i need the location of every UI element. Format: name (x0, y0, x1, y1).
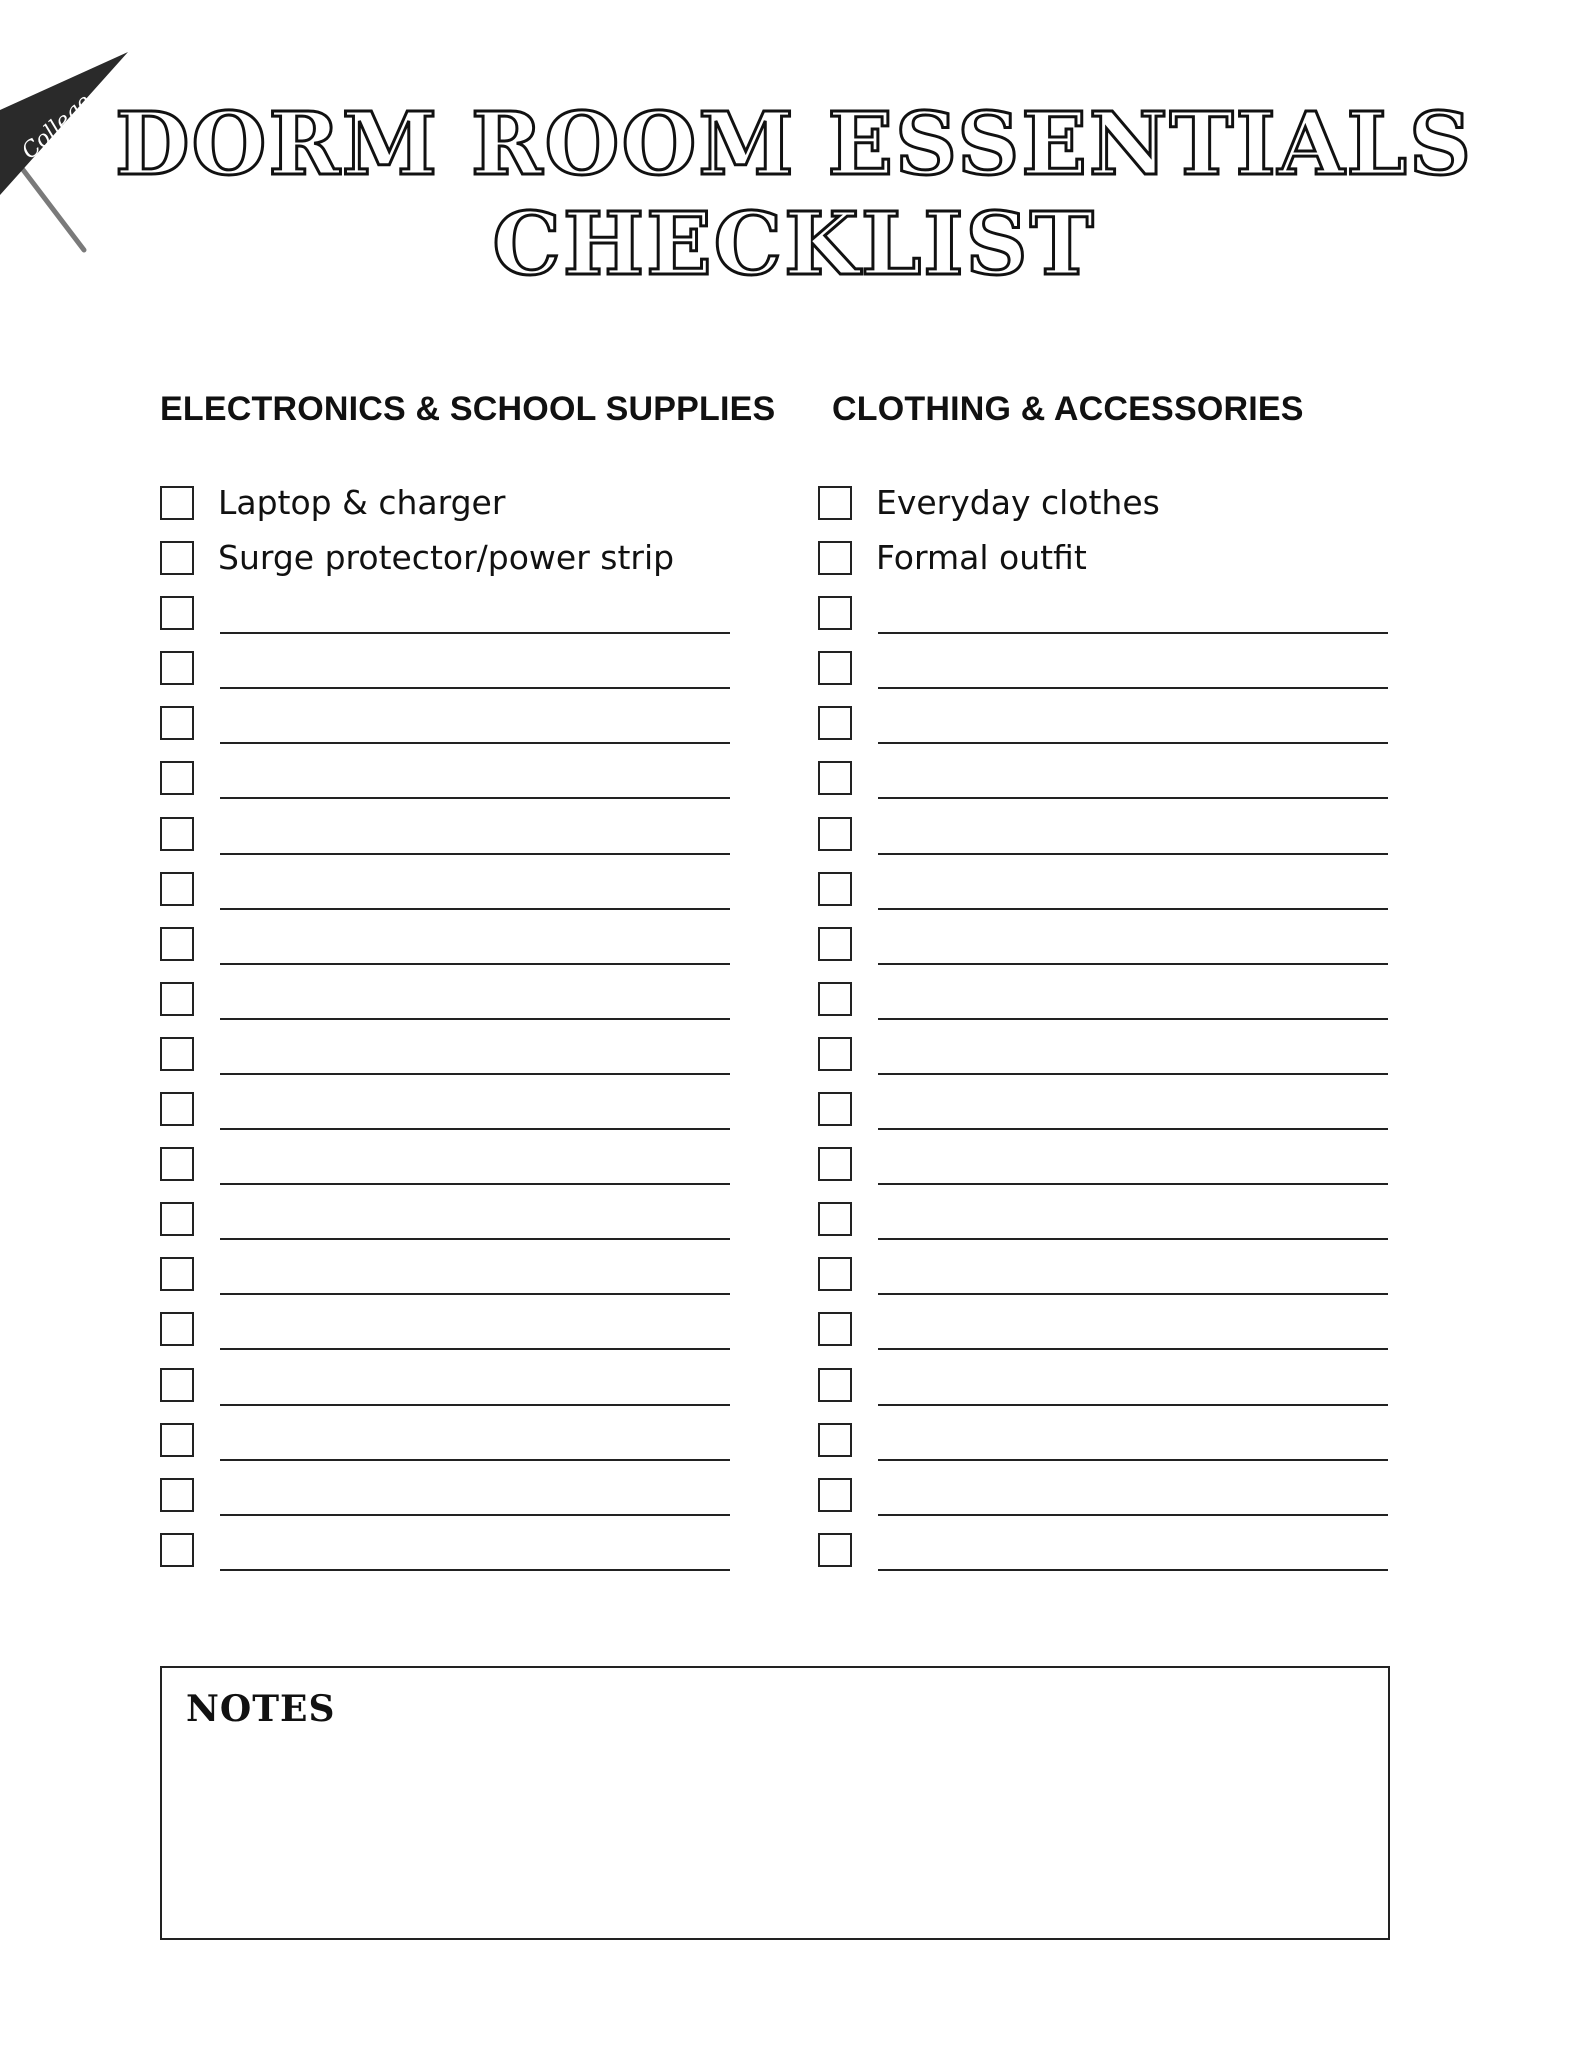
checklist-row-blank (160, 702, 760, 757)
checkbox[interactable] (160, 706, 194, 740)
page-title-line-2: CHECKLIST (492, 194, 1096, 295)
checklist-row-blank (818, 1308, 1418, 1363)
page-title-line-1: DORM ROOM ESSENTIALS (114, 94, 1474, 195)
write-in-line[interactable] (220, 1293, 730, 1295)
checkbox[interactable] (160, 651, 194, 685)
checkbox[interactable] (160, 1533, 194, 1567)
notes-box[interactable] (160, 1666, 1390, 1940)
checklist-row-blank (160, 1198, 760, 1253)
checklist-row-blank (818, 1253, 1418, 1308)
checkbox[interactable] (818, 596, 852, 630)
section-header-electronics: ELECTRONICS & SCHOOL SUPPLIES (160, 390, 776, 428)
write-in-line[interactable] (220, 1018, 730, 1020)
checkbox[interactable] (818, 1037, 852, 1071)
checklist-row-blank (818, 1364, 1418, 1419)
checklist-column-clothing (818, 482, 1418, 1584)
checkbox[interactable] (818, 1147, 852, 1181)
write-in-line[interactable] (220, 1514, 730, 1516)
checkbox[interactable] (818, 1312, 852, 1346)
checklist-row-blank (160, 592, 760, 647)
checkbox[interactable] (160, 596, 194, 630)
checklist-row-blank (160, 757, 760, 812)
checkbox[interactable] (160, 872, 194, 906)
checklist-row-blank (818, 923, 1418, 978)
checkbox[interactable] (818, 1368, 852, 1402)
pennant-label: College (17, 89, 97, 165)
write-in-line[interactable] (878, 1459, 1388, 1461)
checklist-row-blank (818, 1529, 1418, 1584)
write-in-line[interactable] (220, 742, 730, 744)
write-in-line[interactable] (878, 797, 1388, 799)
checkbox[interactable] (818, 817, 852, 851)
checkbox[interactable] (160, 1257, 194, 1291)
checkbox[interactable] (818, 1423, 852, 1457)
checkbox[interactable] (160, 982, 194, 1016)
checkbox[interactable] (818, 872, 852, 906)
write-in-line[interactable] (878, 1514, 1388, 1516)
checklist-row-blank (160, 1364, 760, 1419)
checkbox[interactable] (160, 1312, 194, 1346)
checklist-row-blank (160, 1474, 760, 1529)
write-in-line[interactable] (878, 632, 1388, 634)
checkbox[interactable] (818, 486, 852, 520)
checklist-row-blank (160, 813, 760, 868)
write-in-line[interactable] (220, 1404, 730, 1406)
checklist-row-blank (818, 702, 1418, 757)
checklist-row (818, 537, 1418, 592)
write-in-line[interactable] (220, 632, 730, 634)
write-in-line[interactable] (878, 1348, 1388, 1350)
write-in-line[interactable] (220, 797, 730, 799)
checklist-row-blank (818, 868, 1418, 923)
checkbox[interactable] (818, 1092, 852, 1126)
checklist-row-blank (160, 1088, 760, 1143)
notes-label: NOTES (186, 1688, 336, 1730)
checklist-row (818, 482, 1418, 537)
write-in-line[interactable] (220, 1128, 730, 1130)
write-in-line[interactable] (878, 1569, 1388, 1571)
checkbox[interactable] (818, 1533, 852, 1567)
checkbox[interactable] (160, 761, 194, 795)
checklist-row-blank (818, 1143, 1418, 1198)
checklist-row-blank (818, 1088, 1418, 1143)
checklist-row-blank (818, 813, 1418, 868)
write-in-line[interactable] (220, 1348, 730, 1350)
checklist-row (160, 537, 760, 592)
checklist-row-blank (160, 1143, 760, 1198)
checkbox[interactable] (818, 927, 852, 961)
write-in-line[interactable] (220, 1183, 730, 1185)
checkbox[interactable] (160, 1368, 194, 1402)
checklist-row-blank (160, 978, 760, 1033)
checklist-row-blank (160, 1308, 760, 1363)
checklist-column-electronics (160, 482, 760, 1584)
checklist-row-blank (818, 1033, 1418, 1088)
write-in-line[interactable] (220, 963, 730, 965)
write-in-line[interactable] (220, 853, 730, 855)
write-in-line[interactable] (878, 853, 1388, 855)
checkbox[interactable] (160, 927, 194, 961)
checklist-row-blank (818, 1419, 1418, 1474)
checkbox[interactable] (160, 1202, 194, 1236)
checklist-item-label: Surge protector/power strip (218, 538, 675, 578)
checklist-row-blank (160, 647, 760, 702)
checklist-row-blank (160, 923, 760, 978)
checkbox[interactable] (818, 541, 852, 575)
checklist-item-label: Laptop & charger (218, 483, 506, 522)
write-in-line[interactable] (220, 908, 730, 910)
checkbox[interactable] (160, 1147, 194, 1181)
checkbox[interactable] (160, 1037, 194, 1071)
checkbox[interactable] (160, 1423, 194, 1457)
checklist-row-blank (160, 1033, 760, 1088)
write-in-line[interactable] (220, 687, 730, 689)
checklist-row (160, 482, 760, 537)
checklist-row-blank (160, 1253, 760, 1308)
checklist-row-blank (160, 868, 760, 923)
checklist-row-blank (160, 1529, 760, 1584)
checkbox[interactable] (818, 1257, 852, 1291)
checklist-row-blank (818, 592, 1418, 647)
checklist-row-blank (818, 1474, 1418, 1529)
write-in-line[interactable] (878, 1183, 1388, 1185)
write-in-line[interactable] (878, 1073, 1388, 1075)
write-in-line[interactable] (878, 742, 1388, 744)
write-in-line[interactable] (220, 1073, 730, 1075)
write-in-line[interactable] (878, 1404, 1388, 1406)
checklist-row-blank (160, 1419, 760, 1474)
write-in-line[interactable] (878, 1293, 1388, 1295)
checkbox[interactable] (160, 1092, 194, 1126)
write-in-line[interactable] (878, 908, 1388, 910)
checklist-row-blank (818, 978, 1418, 1033)
checklist-row-blank (818, 647, 1418, 702)
checkbox[interactable] (818, 1478, 852, 1512)
checkbox[interactable] (818, 761, 852, 795)
checkbox[interactable] (818, 1202, 852, 1236)
checklist-row-blank (818, 757, 1418, 812)
checklist-item-label: Formal outfit (876, 538, 1087, 578)
write-in-line[interactable] (878, 1128, 1388, 1130)
checkbox[interactable] (818, 651, 852, 685)
checkbox[interactable] (818, 706, 852, 740)
checklist-item-label: Everyday clothes (876, 483, 1160, 522)
write-in-line[interactable] (220, 1459, 730, 1461)
write-in-line[interactable] (220, 1238, 730, 1240)
write-in-line[interactable] (878, 1238, 1388, 1240)
write-in-line[interactable] (878, 687, 1388, 689)
section-header-clothing: CLOTHING & ACCESSORIES (832, 390, 1304, 428)
checkbox[interactable] (160, 817, 194, 851)
checkbox[interactable] (818, 982, 852, 1016)
write-in-line[interactable] (878, 963, 1388, 965)
checklist-row-blank (818, 1198, 1418, 1253)
checkbox[interactable] (160, 541, 194, 575)
checkbox[interactable] (160, 486, 194, 520)
checkbox[interactable] (160, 1478, 194, 1512)
write-in-line[interactable] (878, 1018, 1388, 1020)
write-in-line[interactable] (220, 1569, 730, 1571)
